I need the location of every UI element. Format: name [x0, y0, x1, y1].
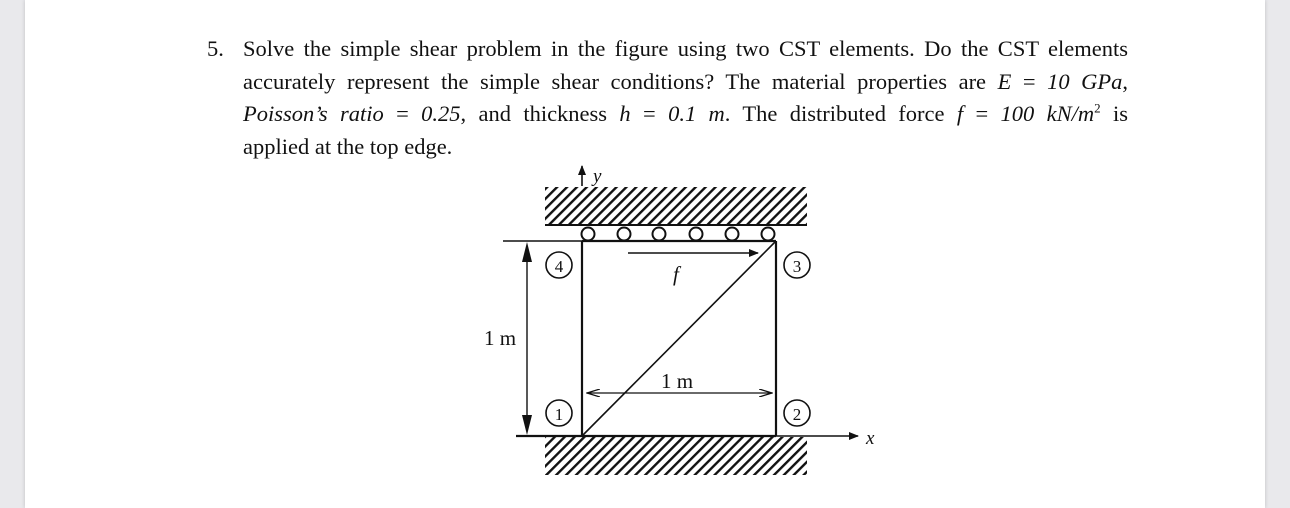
svg-text:1: 1 — [554, 405, 564, 424]
roller-5 — [726, 228, 739, 241]
svg-text:4: 4 — [554, 257, 564, 276]
problem-line-1: Solve the simple shear problem in the figure using two CST elements. Do the CST elements — [243, 36, 1128, 61]
diagonal-edge — [582, 241, 776, 436]
node-2 — [784, 400, 810, 426]
roller-2 — [618, 228, 631, 241]
node-3 — [784, 252, 810, 278]
y-axis-label: y — [593, 166, 602, 187]
force-label: f — [673, 262, 679, 286]
svg-text:3: 3 — [792, 257, 802, 276]
problem-line-4: applied at the top edge. — [243, 133, 453, 159]
width-label: 1 m — [661, 369, 694, 393]
top-ground-hatch — [545, 187, 807, 225]
height-arrowhead-bottom — [522, 415, 532, 435]
x-axis-label: x — [866, 428, 875, 449]
roller-1 — [582, 228, 595, 241]
mesh — [503, 241, 776, 436]
bottom-ground-hatch — [545, 437, 807, 475]
roller-6 — [762, 228, 775, 241]
problem-line-2: accurately represent the simple shear conditions? The material properties are E = 10 GPa, — [243, 68, 1128, 94]
problem-number: 5. — [207, 36, 224, 61]
roller-supports — [582, 228, 775, 241]
node-4 — [546, 252, 572, 278]
roller-3 — [653, 228, 666, 241]
svg-text:2: 2 — [792, 405, 802, 424]
height-arrowhead-top — [522, 242, 532, 262]
problem-line-3: Poisson’s ratio = 0.25, and thickness h = 0.1 m. The distributed force f = 100 $kN/m^2$ is — [243, 100, 1128, 126]
node-1 — [546, 400, 572, 426]
top-support — [545, 187, 807, 241]
height-label: 1 m — [484, 326, 517, 350]
roller-4 — [690, 228, 703, 241]
bottom-support — [545, 437, 807, 475]
